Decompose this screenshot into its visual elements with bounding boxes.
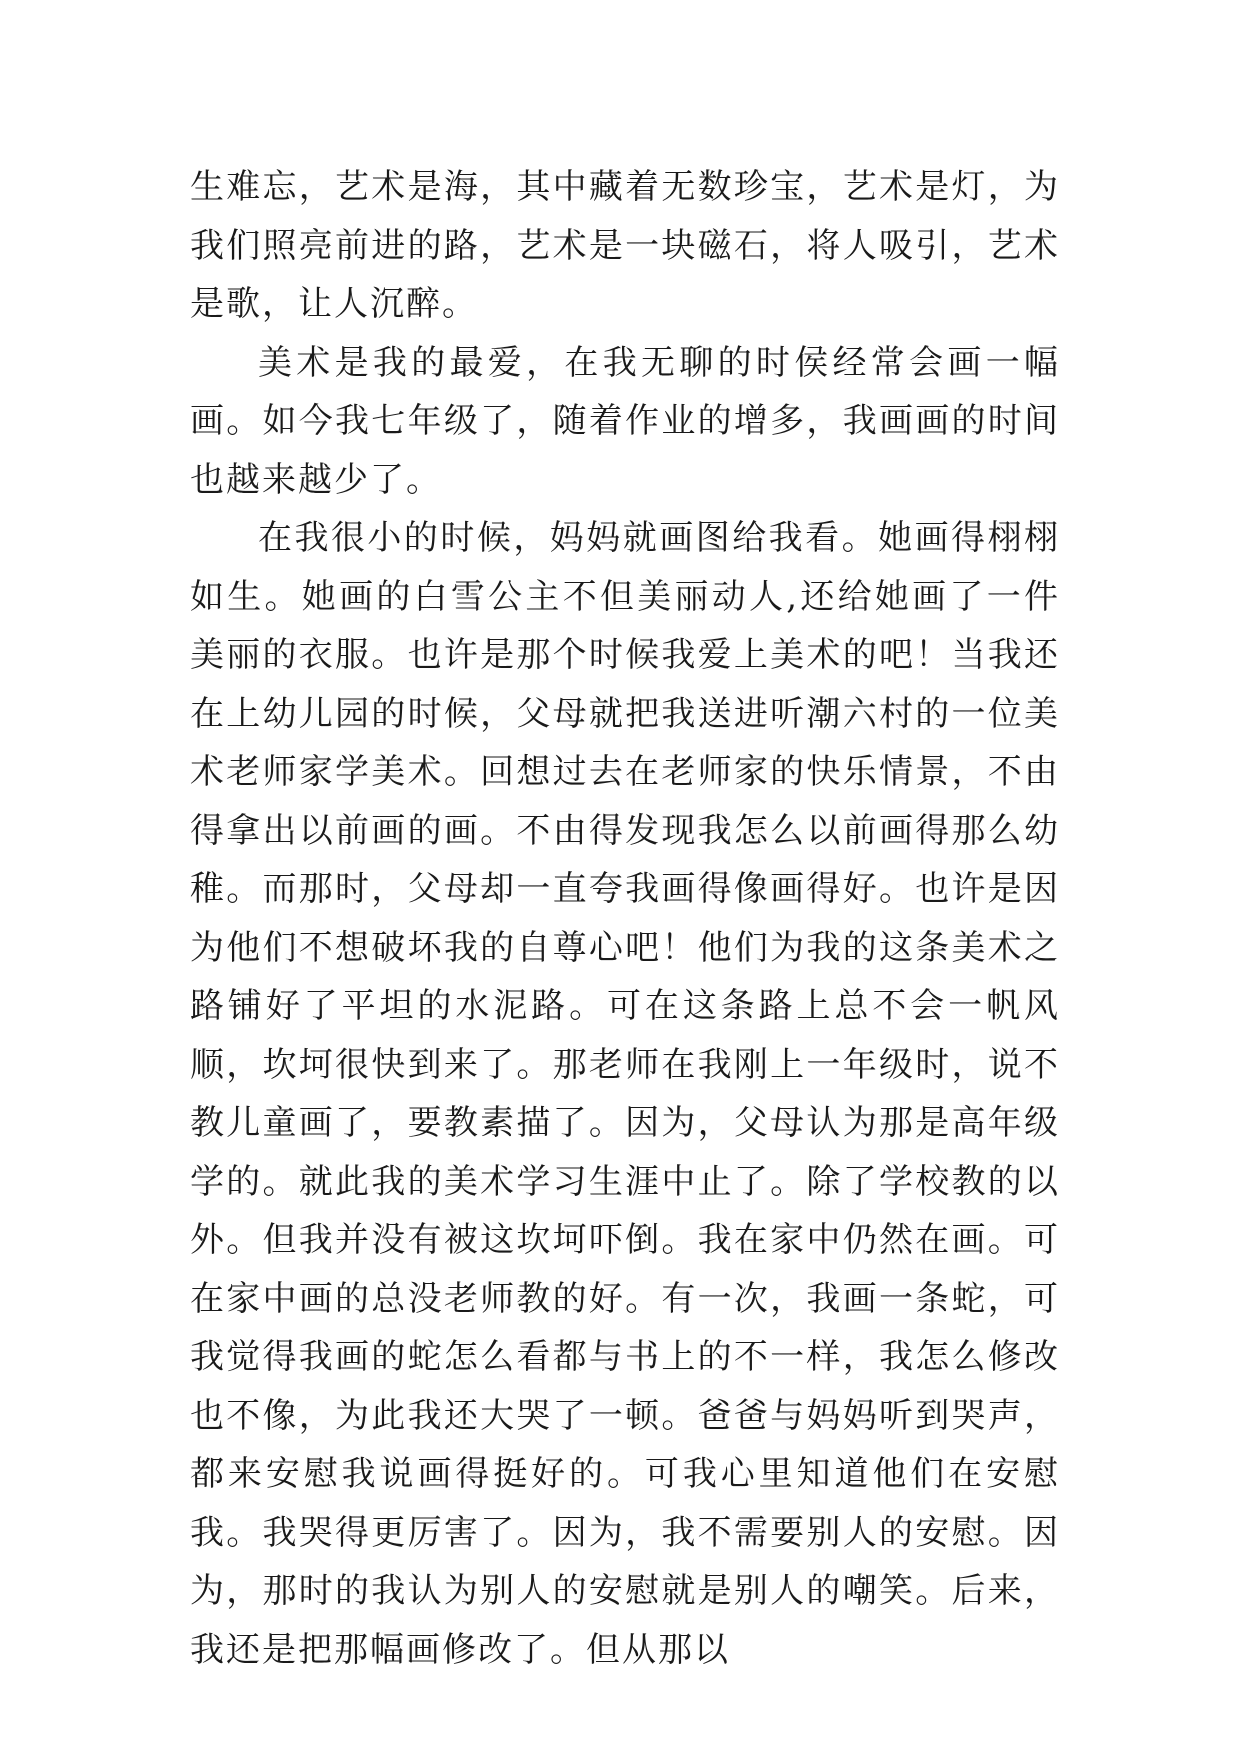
paragraph-3: 在我很小的时候，妈妈就画图给我看。她画得栩栩如生。她画的白雪公主不但美丽动人,还给她画了一件美丽的衣服。也许是那个时候我爱上美术的吧！当我还在上幼儿园的时候，父母就把我送进听潮六村的一位美术老师家学美术。回想过去在老师家的快乐情景，不由得拿出以前画的画。不由得发现我怎么以前画得那么幼稚。而那时，父母却一直夸我画得像画得好。也许是因为他们不想破坏我的自尊心吧！他们为我的这条美术之路铺好了平坦的水泥路。可在这条路上总不会一帆风顺，坎坷很快到来了。那老师在我刚上一年级时，说不教儿童画了，要教素描了。因为，父母认为那是高年级学的。就此我的美术学习生涯中止了。除了学校教的以外。但我并没有被这坎坷吓倒。我在家中仍然在画。可在家中画的总没老师教的好。有一次，我画一条蛇，可我觉得我画的蛇怎么看都与书上的不一样，我怎么修改也不像，为此我还大哭了一顿。爸爸与妈妈听到哭声，都来安慰我说画得挺好的。可我心里知道他们在安慰我。我哭得更厉害了。因为，我不需要别人的安慰。因为，那时的我认为别人的安慰就是别人的嘲笑。后来，我还是把那幅画修改了。但从那以 (190, 518, 1060, 1670)
paragraph-2: 美术是我的最爱，在我无聊的时侯经常会画一幅画。如今我七年级了，随着作业的增多，我画画的时间也越来越少了。 (190, 342, 1060, 500)
paragraph-1: 生难忘，艺术是海，其中藏着无数珍宝，艺术是灯，为我们照亮前进的路，艺术是一块磁石，将人吸引，艺术是歌，让人沉醉。 (190, 167, 1060, 324)
document-body (190, 158, 1060, 1679)
